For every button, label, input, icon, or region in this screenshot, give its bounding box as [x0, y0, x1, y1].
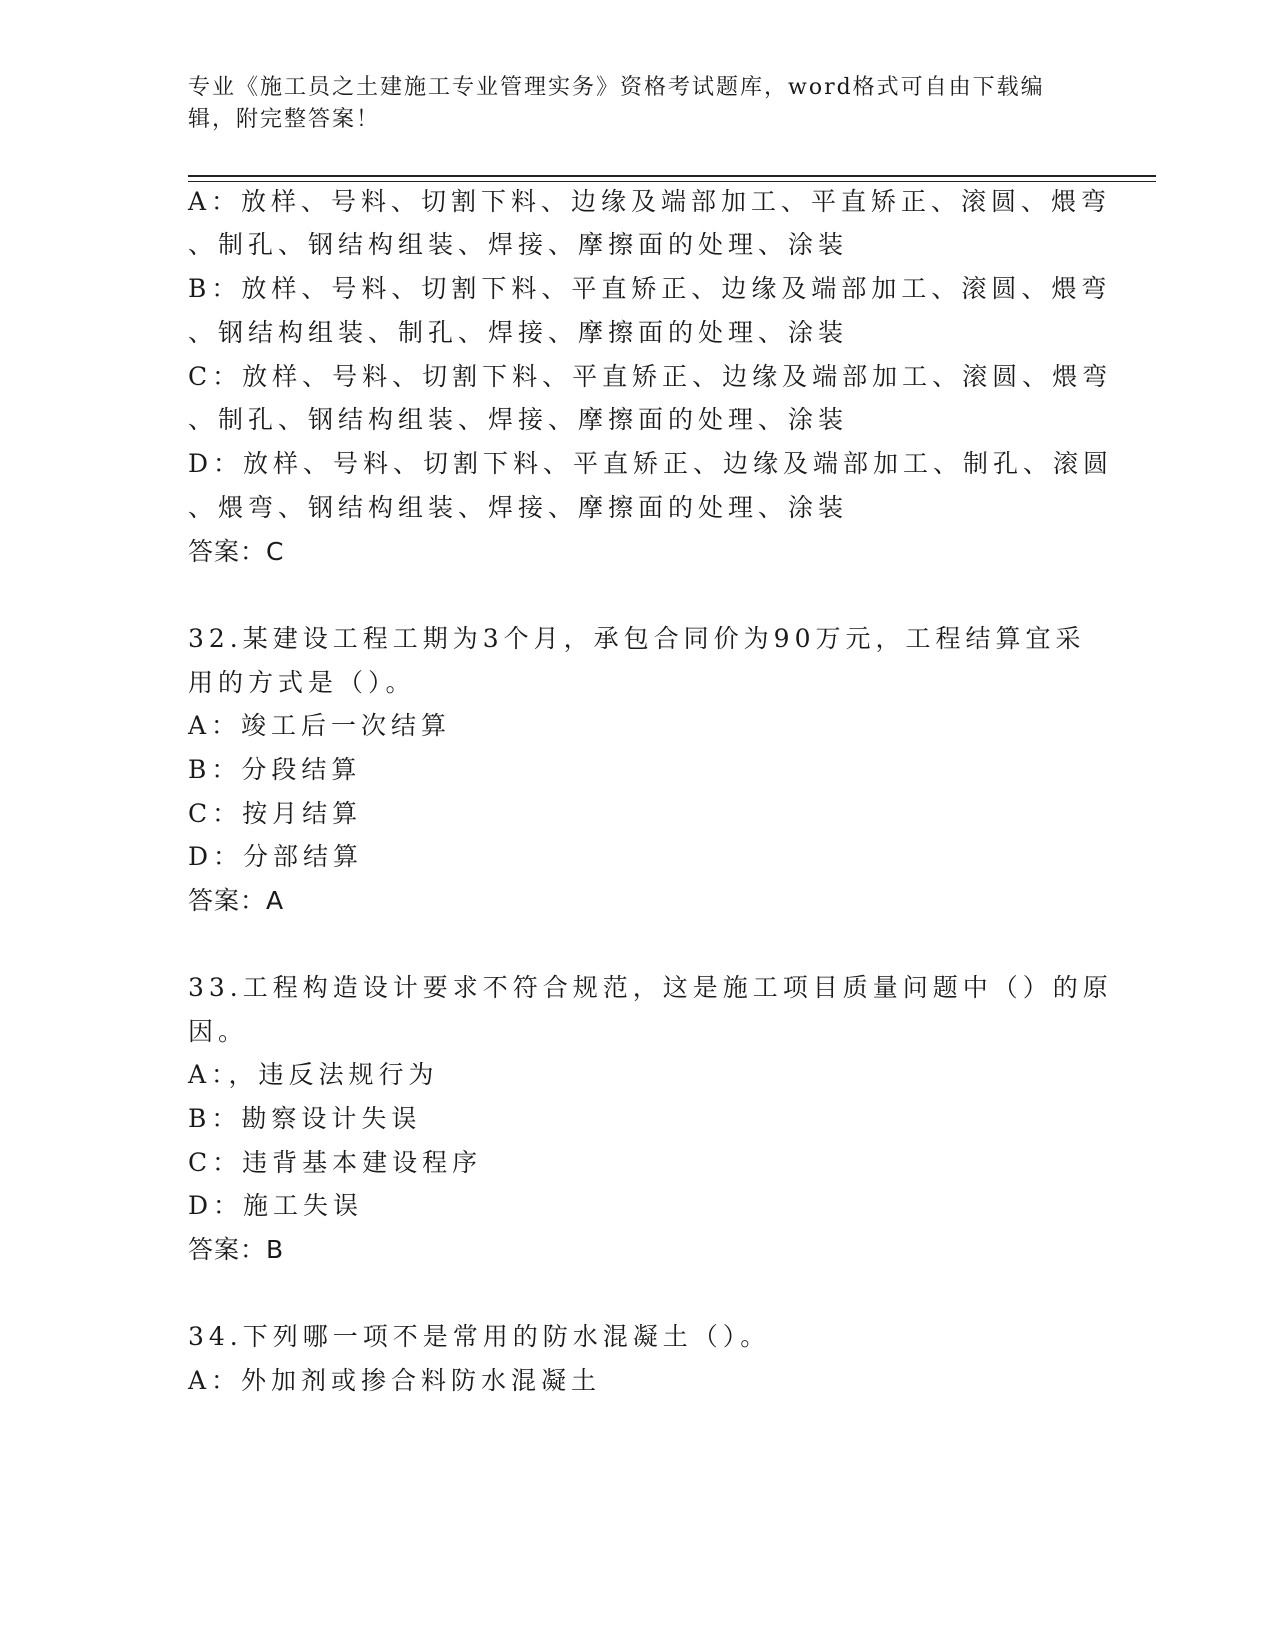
q31-option-c-line2: 、制孔、钢结构组装、焊接、摩擦面的处理、涂装 — [188, 405, 849, 434]
q31-option-d-line1: D：放样、号料、切割下料、平直矫正、边缘及端部加工、制孔、滚圆 — [188, 449, 1114, 478]
q31-answer: 答案：C — [188, 537, 285, 566]
header-divider — [188, 175, 1156, 177]
header-divider-thin — [188, 181, 1156, 182]
q34-stem: 34.下列哪一项不是常用的防水混凝土（）。 — [188, 1322, 771, 1351]
q33-option-b: B：勘察设计失误 — [188, 1104, 422, 1133]
q32-option-a: A：竣工后一次结算 — [188, 711, 452, 740]
q32-option-c: C：按月结算 — [188, 799, 363, 828]
q33-stem-line2: 因。 — [188, 1017, 249, 1046]
q33-option-d: D：施工失误 — [188, 1191, 364, 1220]
q32-stem-line2: 用的方式是（）。 — [188, 668, 416, 697]
q31-option-a-line1: A：放样、号料、切割下料、边缘及端部加工、平直矫正、滚圆、煨弯 — [188, 187, 1112, 216]
q32-option-b: B：分段结算 — [188, 755, 362, 784]
q34-option-a: A：外加剂或掺合料防水混凝土 — [188, 1366, 602, 1395]
q33-stem-line1: 33.工程构造设计要求不符合规范，这是施工项目质量问题中（）的原 — [188, 973, 1113, 1002]
q31-option-b-line2: 、钢结构组装、制孔、焊接、摩擦面的处理、涂装 — [188, 318, 849, 347]
q32-stem-line1: 32.某建设工程工期为3个月，承包合同价为90万元，工程结算宜采 — [188, 624, 1086, 653]
q33-option-a: A：，违反法规行为 — [188, 1060, 439, 1089]
q33-answer: 答案：B — [188, 1235, 285, 1264]
q31-option-a-line2: 、制孔、钢结构组装、焊接、摩擦面的处理、涂装 — [188, 230, 849, 259]
q31-option-d-line2: 、煨弯、钢结构组装、焊接、摩擦面的处理、涂装 — [188, 493, 849, 522]
q32-answer: 答案：A — [188, 886, 285, 915]
q31-option-c-line1: C：放样、号料、切割下料、平直矫正、边缘及端部加工、滚圆、煨弯 — [188, 362, 1113, 391]
q32-option-d: D：分部结算 — [188, 842, 364, 871]
q33-option-c: C：违背基本建设程序 — [188, 1148, 483, 1177]
document-header: 专业《施工员之土建施工专业管理实务》资格考试题库，word格式可自由下载编辑，附完整答案！ — [188, 75, 1045, 132]
q31-option-b-line1: B：放样、号料、切割下料、平直矫正、边缘及端部加工、滚圆、煨弯 — [188, 274, 1112, 303]
